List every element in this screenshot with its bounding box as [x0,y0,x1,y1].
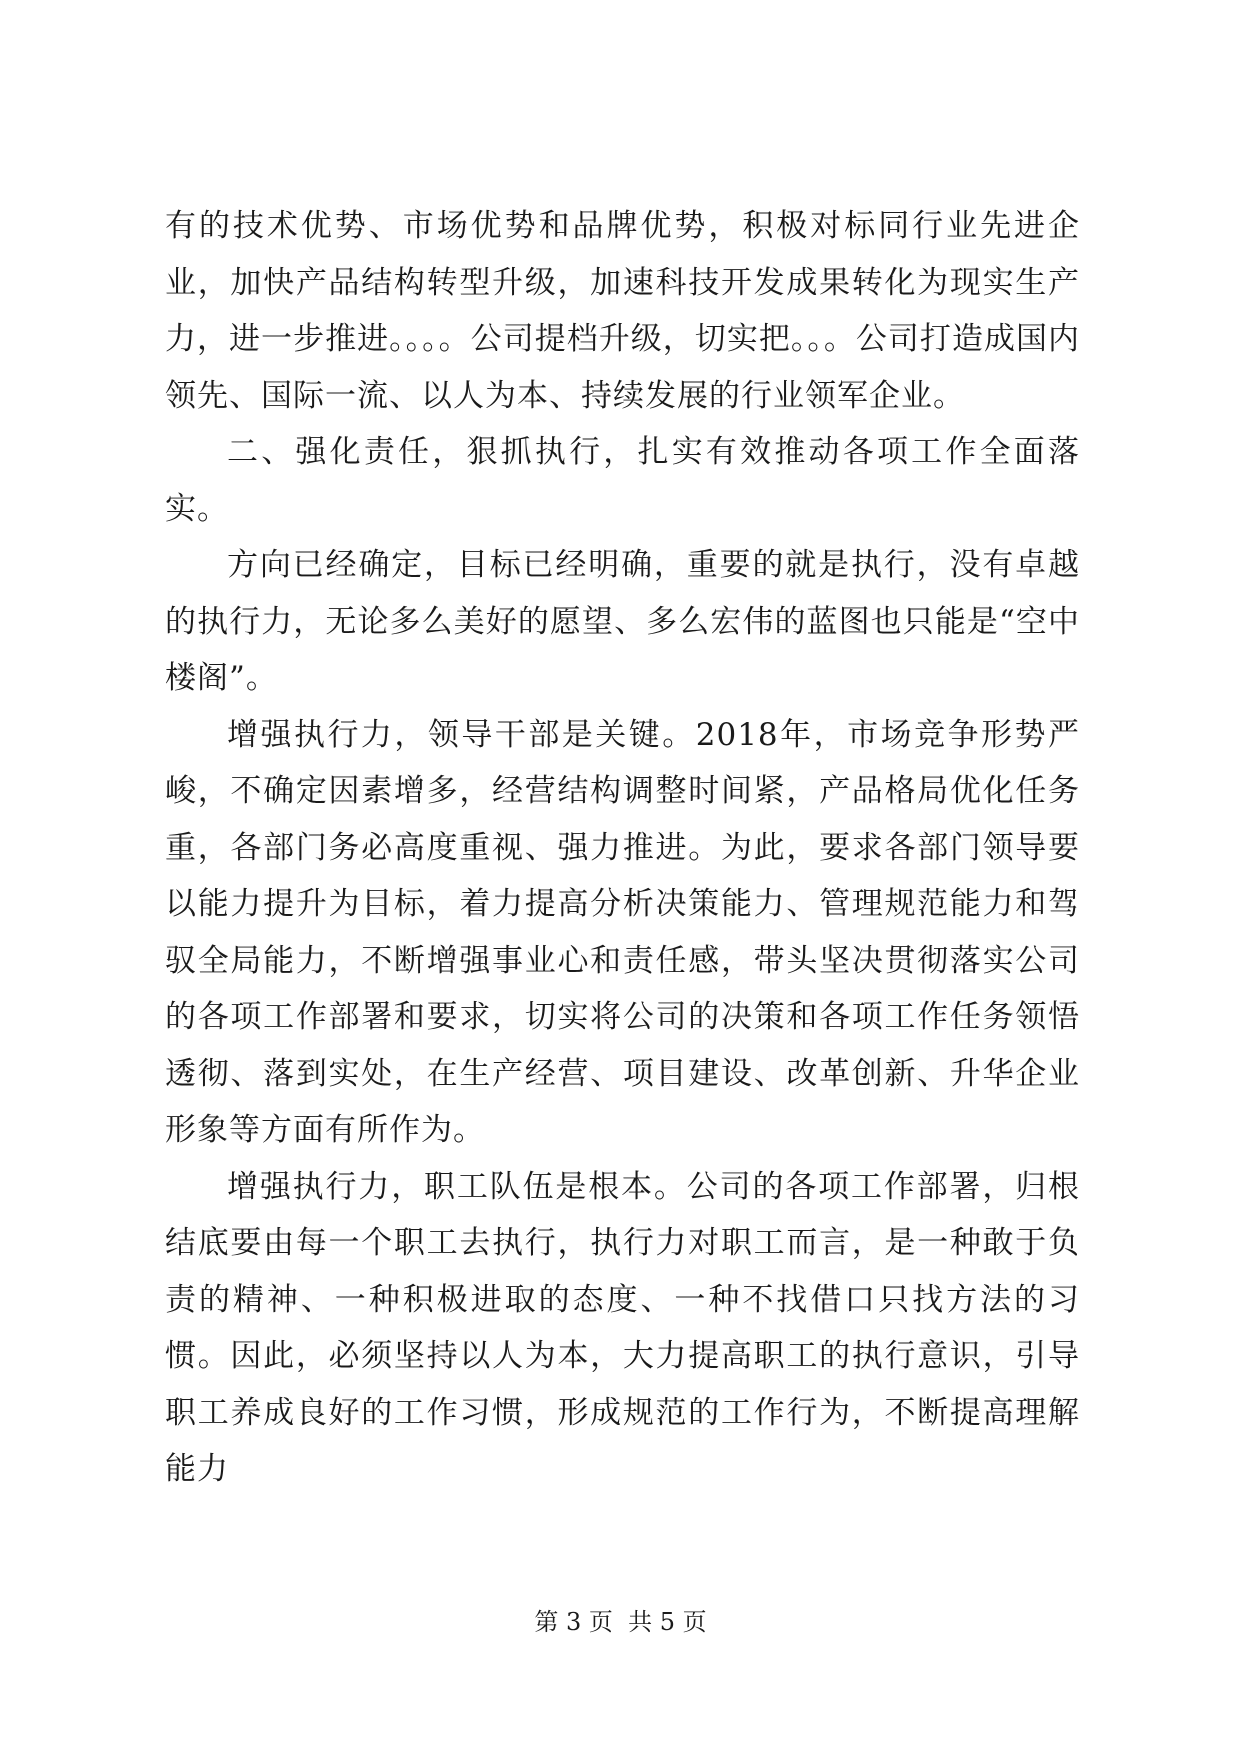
section-heading-2: 二、强化责任，狠抓执行，扎实有效推动各项工作全面落实。 [165,434,1080,527]
page-footer [0,1607,1241,1637]
page-number-label: 第 3 页 共 5 页 [534,1608,707,1636]
paragraph-1: 有的技术优势、市场优势和品牌优势，积极对标同行业先进企业，加快产品结构转型升级，加速科技开发成果转化为现实生产力，进一步推进。。。。公司提档升级，切实把。。。公司打造成国内领先、国际一流、以人为本、持续发展的行业领军企业。 [165,208,1080,414]
document-body [165,198,1080,1498]
paragraph-3: 方向已经确定，目标已经明确，重要的就是执行，没有卓越的执行力，无论多么美好的愿望、多么宏伟的蓝图也只能是“空中楼阁”。 [165,547,1080,696]
paragraph-4: 增强执行力，领导干部是关键。2018年，市场竞争形势严峻，不确定因素增多，经营结构调整时间紧，产品格局优化任务重，各部门务必高度重视、强力推进。为此，要求各部门领导要以能力提升为目标，着力提高分析决策能力、管理规范能力和驾驭全局能力，不断增强事业心和责任感，带头坚决贯彻落实公司的各项工作部署和要求，切实将公司的决策和各项工作任务领悟透彻、落到实处，在生产经营、项目建设、改革创新、升华企业形象等方面有所作为。 [165,716,1080,1148]
paragraph-5: 增强执行力，职工队伍是根本。公司的各项工作部署，归根结底要由每一个职工去执行，执行力对职工而言，是一种敢于负责的精神、一种积极进取的态度、一种不找借口只找方法的习惯。因此，必须坚持以人为本，大力提高职工的执行意识，引导职工养成良好的工作习惯，形成规范的工作行为，不断提高理解能力 [165,1168,1080,1487]
